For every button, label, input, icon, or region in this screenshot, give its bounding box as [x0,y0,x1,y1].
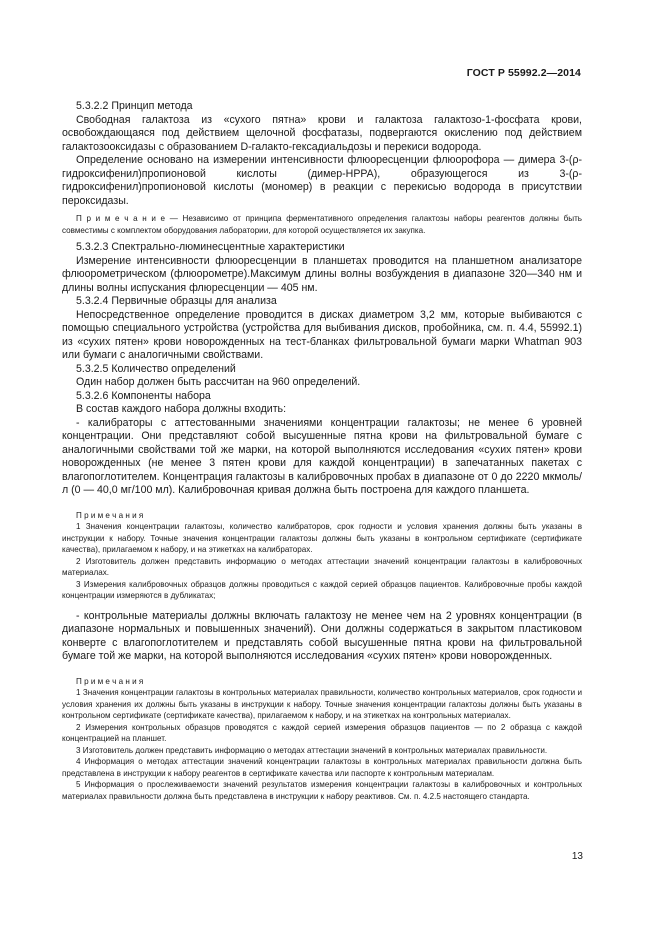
notes-1-item-2: 2 Изготовитель должен представить информацию о методах аттестации значений концентрации галактозы в калибровочных материалах. [62,556,582,577]
notes-2-item-1: 1 Значения концентрации галактозы в контрольных материалах правильности, количество контрольных материалов, срок годности и условия хранения их должны быть указаны в инструкции к набору. Точные значения концентрации галактозы должны быть указаны в контрольном сертификате (сертификате качества), прилагаемом к набору, и на этикетках на контрольных материалах. [62,688,582,720]
section-5326-intro: В состав каждого набора должны входить: [76,403,287,415]
section-5326-bullet-controls: - контрольные материалы должны включать галактозу не менее чем на 2 уровнях концентрации (в диапазоне нормальных и повышенных значений). Они должны содержаться в закрытом пластиковом конверте с влагопоглотителем и представлять собой высушенные пятна крови на фильтровальной бумаге той же марки, на которой выполняются исследования «сухих пятен» крови новорожденных. [62,609,582,662]
note-label: П р и м е ч а н и е — [76,214,178,223]
section-5326-bullet-calibrators: - калибраторы с аттестованными значениями концентрации галактозы; не менее 6 уровней концентрации. Они представляют собой высушенные пятна крови на фильтровальной бумаге с аналогичными свойствами той же марки, на которой выполняются исследования «сухих пятен» крови новорожденных (не менее 3 пятен крови для каждой концентрации) в запечатанных пакетах с влагопоглотителем. Концентрация галактозы в калибровочных пробах в диапазоне от 0 до 2220 мкмоль/л (0 — 40,0 мг/100 мл). Калибровочная кривая должна быть построена для каждого планшета. [62,416,582,496]
document-body [62,100,582,802]
section-5325-paragraph-1: Один набор должен быть рассчитан на 960 определений. [76,376,361,388]
note-text: Независимо от принципа ферментативного определения галактозы наборы реагентов должны быть совместимы с комплектом оборудования лаборатории, для которой осуществляется их закупка. [62,214,582,235]
notes-2-label: П р и м е ч а н и я [76,676,144,686]
notes-2-item-3: 3 Изготовитель должен представить информацию о методах аттестации значений в контрольных материалах правильности. [76,745,548,755]
notes-1-label: П р и м е ч а н и я [76,510,144,520]
section-5323-title: 5.3.2.3 Спектрально-люминесцентные характеристики [76,241,345,253]
notes-2-item-2: 2 Измерения контрольных образцов проводятся с каждой серией измерения образцов пациентов — по 2 образца с каждой концентрацией на планшет. [62,722,582,743]
section-5325-title: 5.3.2.5 Количество определений [76,362,236,375]
document-header-id: ГОСТ Р 55992.2—2014 [466,67,581,79]
notes-1-item-3: 3 Измерения калибровочных образцов должны проводиться с каждой серией образцов пациентов. Калибровочные пробы каждой концентрации измеряются в дубликатах; [62,579,582,600]
notes-2-item-4: 4 Информация о методах аттестации значений концентрации галактозы в контрольных материалах правильности должна быть представлена в инструкции к набору реагентов в сертификате качества или паспорте к контрольным материалам. [62,757,582,778]
section-5324-paragraph-1: Непосредственное определение проводится в дисках диаметром 3,2 мм, которые выбиваются с помощью специального устройства (устройства для выбивания дисков, пробойника, см. п. 4.4, 55992.1) из «сухих пятен» крови новорожденных на тест-бланках фильтровальной бумаги марки Whatman 903 или бумаги с аналогичными свойствами. [62,308,582,361]
section-5326-title: 5.3.2.6 Компоненты набора [76,389,211,402]
section-5322-note [62,213,582,236]
section-5322-paragraph-1: Свободная галактоза из «сухого пятна» крови и галактоза галактозо-1-фосфата крови, освобождающаяся под действием щелочной фосфатазы, подвергаются окислению под действием галактозооксидазы с образованием D-галакто-гексадиальдозы и перекиси водорода. [62,113,582,153]
notes-1-item-1: 1 Значения концентрации галактозы, количество калибраторов, срок годности и условия хранения должны быть указаны в инструкции к набору. Точные значения концентрации галактозы должны быть указаны в контрольном сертификате (сертификате качества), прилагаемом к набору, и на этикетках на калибраторах. [62,522,582,554]
section-5322-title: 5.3.2.2 Принцип метода [76,100,193,112]
page-number: 13 [571,851,583,862]
notes-2-item-5: 5 Информация о прослеживаемости значений результатов измерения концентрации галактозы в калибровочных и контрольных материалах правильности должна быть представлена в инструкции к набору реактивов. См. п. 4.2.5 настоящего стандарта. [62,780,582,801]
section-5323-paragraph-1: Измерение интенсивности флюоресценции в планшетах проводится на планшетном анализаторе флюорометрическом (флюорометре).Максимум длины волны возбуждения в диапазоне 320—340 нм и длины волны испускания флюресценции — 405 нм. [62,254,582,294]
section-5324-title: 5.3.2.4 Первичные образцы для анализа [76,295,277,307]
section-5322-paragraph-2: Определение основано на измерении интенсивности флюоресценции флюорофора — димера 3-(ρ-гидроксифенил)пропионовой кислоты (димер-HPPA), образующегося из 3-(ρ-гидроксифенил)пропионовой кислоты (мономер) в реакции с перекисью водорода в присутствии пероксидазы. [62,154,582,207]
